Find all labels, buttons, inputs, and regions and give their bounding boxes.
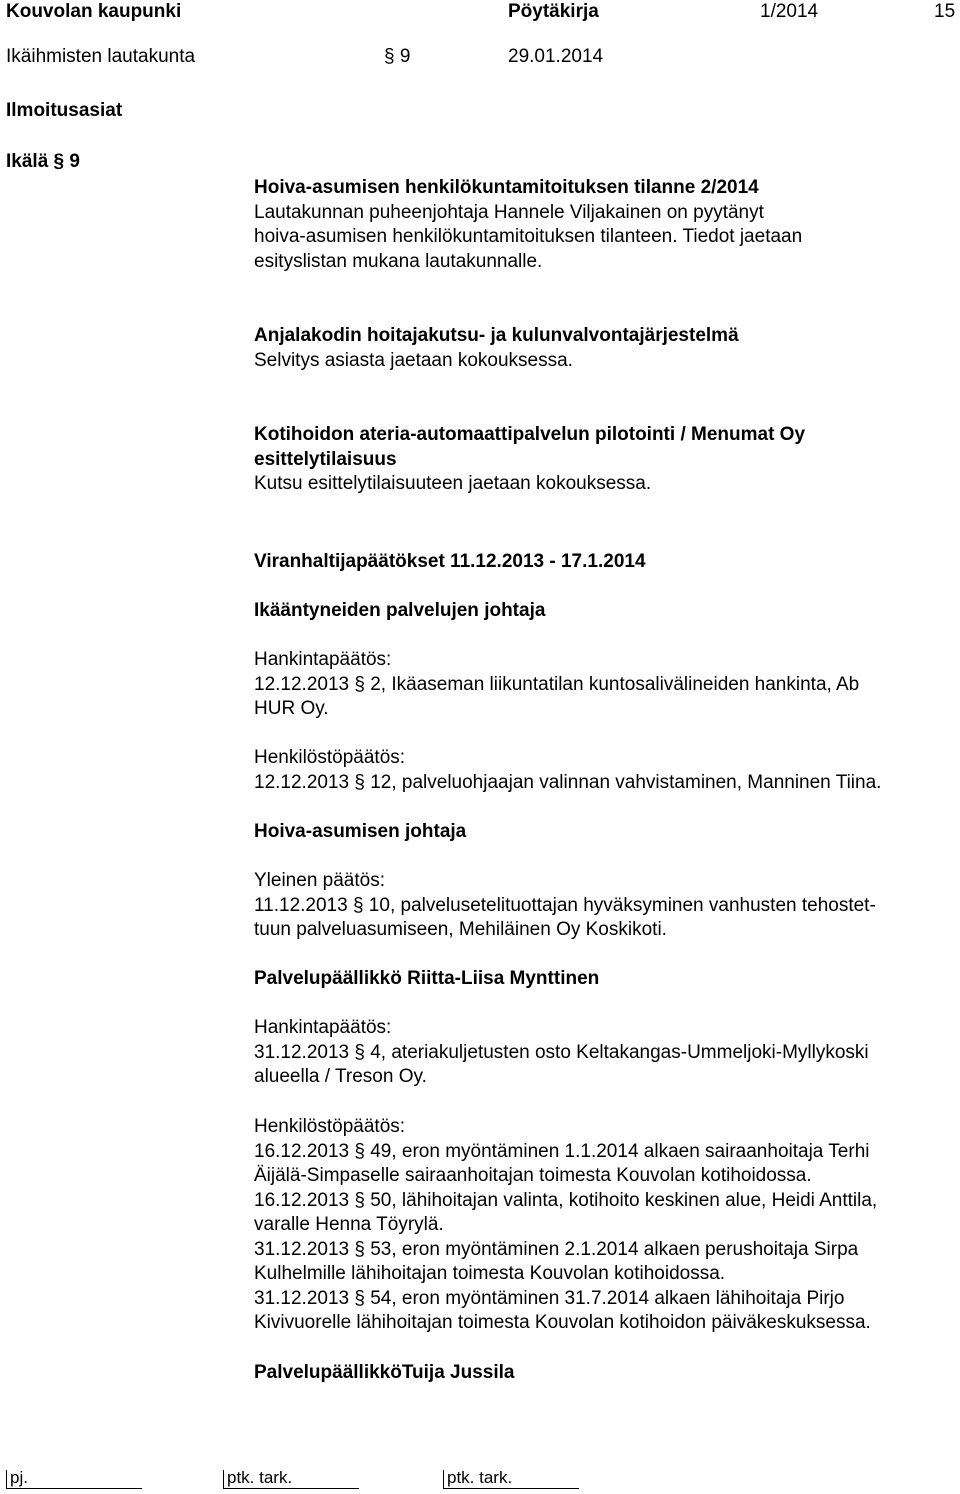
decision-line: 16.12.2013 § 50, lähihoitajan valinta, kotihoito keskinen alue, Heidi Anttila, <box>254 1189 878 1211</box>
decision-type-label: Hankintapäätös: <box>254 1017 392 1038</box>
page-number: 15 <box>934 1 956 22</box>
decision-line: 31.12.2013 § 53, eron myöntäminen 2.1.2014 alkaen perushoitaja Sirpa <box>254 1238 859 1260</box>
notice-item-1 <box>254 176 954 274</box>
decision-line: Äijälä-Simpaselle sairaanhoitajan toimesta Kouvolan kotihoidossa. <box>254 1165 812 1186</box>
decision-line: varalle Henna Töyrylä. <box>254 1214 444 1235</box>
notice-item-2 <box>254 324 954 373</box>
signature-line <box>223 1488 359 1489</box>
decision-line: HUR Oy. <box>254 698 329 719</box>
signature-tick <box>223 1470 224 1489</box>
notice-item-line: Lautakunnan puheenjohtaja Hannele Viljakainen on pyytänyt <box>254 201 764 223</box>
decision-type-label: Yleinen päätös: <box>254 870 385 891</box>
decision-line: 11.12.2013 § 10, palvelusetelituottajan hyväksyminen vanhusten tehostet- <box>254 894 876 916</box>
decision-sub <box>254 1115 954 1336</box>
decision-group-title: Ikääntyneiden palvelujen johtaja <box>254 600 546 621</box>
decision-group-title: Palvelupäällikkö Riitta-Liisa Mynttinen <box>254 968 600 989</box>
decision-sub <box>254 648 954 722</box>
decision-line: Kulhelmille lähihoitajan toimesta Kouvolan kotihoidossa. <box>254 1263 726 1284</box>
section-label: Ikälä § 9 <box>6 151 80 172</box>
decision-sub <box>254 869 954 943</box>
page-title: Ilmoitusasiat <box>6 100 123 121</box>
decision-group-title: Hoiva-asumisen johtaja <box>254 821 467 842</box>
decision-line: 12.12.2013 § 2, Ikäaseman liikuntatilan kuntosalivälineiden hankinta, Ab <box>254 673 860 695</box>
footer-initials-label: pj. <box>10 1468 28 1487</box>
decision-line: tuun palveluasumiseen, Mehiläinen Oy Koskikoti. <box>254 919 667 940</box>
org-name: Kouvolan kaupunki <box>6 1 182 22</box>
decision-type-label: Henkilöstöpäätös: <box>254 1116 406 1137</box>
footer-check1-label: ptk. tark. <box>227 1468 293 1487</box>
decision-line: 31.12.2013 § 54, eron myöntäminen 31.7.2014 alkaen lähihoitaja Pirjo <box>254 1287 845 1309</box>
notice-item-title: Kotihoidon ateria-automaattipalvelun pilotointi / Menumat Oy <box>254 424 806 445</box>
notice-item-title: Anjalakodin hoitajakutsu- ja kulunvalvontajärjestelmä <box>254 325 739 346</box>
footer-check2-label: ptk. tark. <box>447 1468 513 1487</box>
decision-type-label: Henkilöstöpäätös: <box>254 747 406 768</box>
signature-tick <box>6 1470 7 1489</box>
committee-name: Ikäihmisten lautakunta <box>6 46 196 67</box>
notice-item-line: esityslistan mukana lautakunnalle. <box>254 250 543 272</box>
notice-item-3 <box>254 423 954 497</box>
decision-line: alueella / Treson Oy. <box>254 1066 427 1087</box>
section-ref: § 9 <box>384 46 411 67</box>
decision-line: 16.12.2013 § 49, eron myöntäminen 1.1.2014 alkaen sairaanhoitaja Terhi <box>254 1140 870 1162</box>
signature-line <box>443 1488 579 1489</box>
doc-type: Pöytäkirja <box>508 1 599 22</box>
signature-line <box>6 1488 142 1489</box>
notice-item-line: Selvitys asiasta jaetaan kokouksessa. <box>254 349 573 371</box>
decision-type-label: Hankintapäätös: <box>254 649 392 670</box>
meeting-date: 29.01.2014 <box>508 46 604 67</box>
decision-sub <box>254 746 954 795</box>
notice-item-line: Kutsu esittelytilaisuuteen jaetaan kokouksessa. <box>254 473 652 494</box>
decision-line: 12.12.2013 § 12, palveluohjaajan valinnan vahvistaminen, Manninen Tiina. <box>254 771 882 793</box>
decision-line: Kivivuorelle lähihoitajan toimesta Kouvolan kotihoidon päiväkeskuksessa. <box>254 1312 871 1333</box>
decision-group-title: PalvelupäällikköTuija Jussila <box>254 1362 515 1383</box>
signature-tick <box>443 1470 444 1489</box>
notice-item-line: hoiva-asumisen henkilökuntamitoituksen tilanteen. Tiedot jaetaan <box>254 226 803 247</box>
decision-line: 31.12.2013 § 4, ateriakuljetusten osto Keltakangas-Ummeljoki-Myllykoski <box>254 1041 869 1063</box>
doc-number: 1/2014 <box>760 1 819 22</box>
decisions-heading: Viranhaltijapäätökset 11.12.2013 - 17.1.2014 <box>254 551 646 572</box>
notice-item-title: esittelytilaisuus <box>254 448 397 470</box>
notice-item-title: Hoiva-asumisen henkilökuntamitoituksen tilanne 2/2014 <box>254 177 759 198</box>
decision-sub <box>254 1016 954 1090</box>
